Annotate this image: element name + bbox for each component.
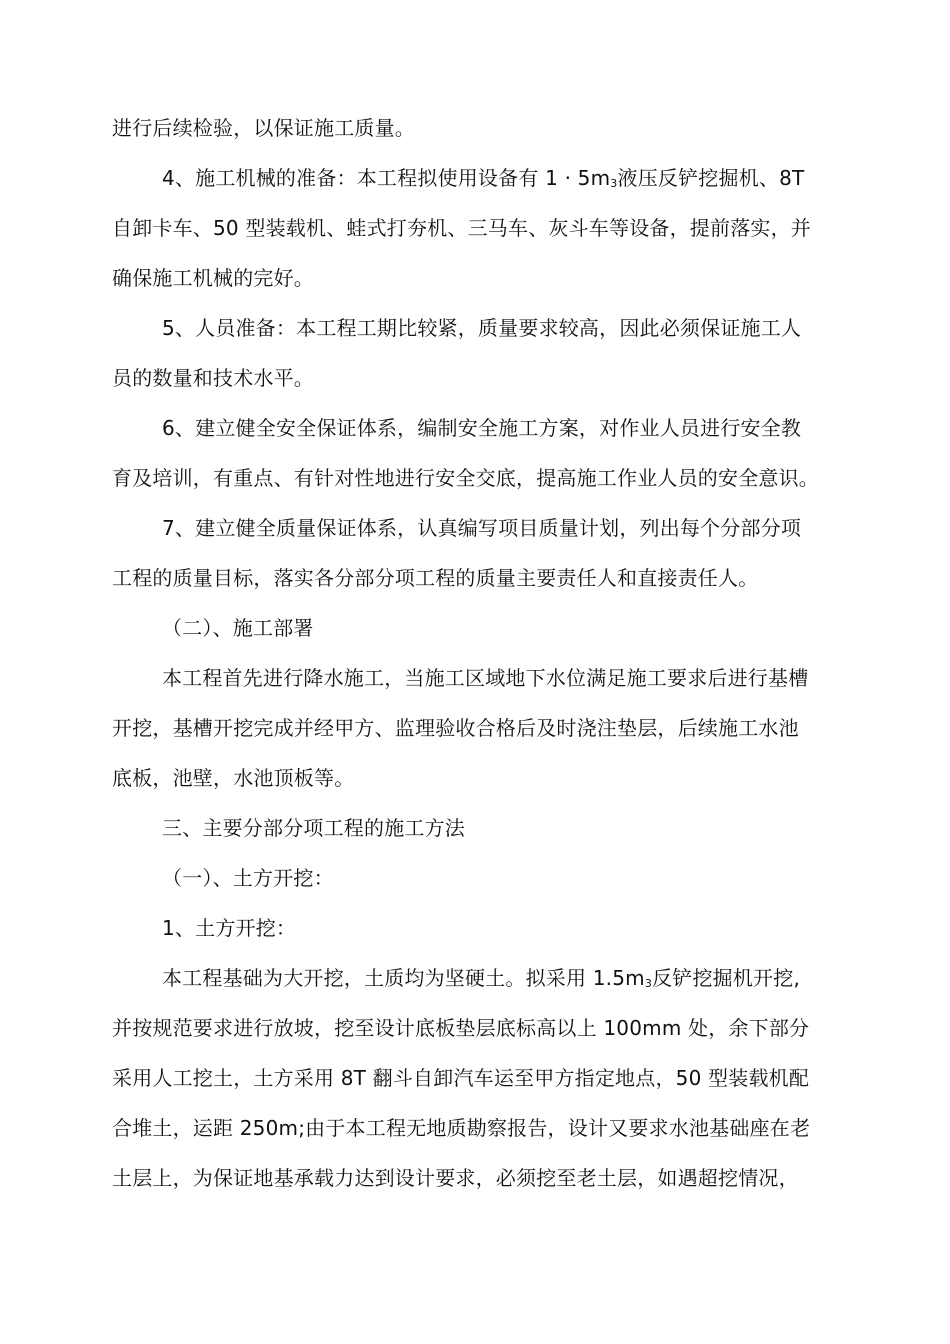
text-line-9: 7、建立健全质量保证体系，认真编写项目质量计划，列出每个分部分项 — [162, 516, 802, 540]
text-line-1: 进行后续检验，以保证施工质量。 — [112, 116, 415, 140]
text-line-3: 自卸卡车、50 型装载机、蛙式打夯机、三马车、灰斗车等设备，提前落实，并 — [112, 216, 812, 240]
text-line-2-subscript: 3 — [610, 177, 618, 190]
text-line-7: 6、建立健全安全保证体系，编制安全施工方案，对作业人员进行安全教 — [162, 416, 802, 440]
section-heading-methods: 三、主要分部分项工程的施工方法 — [162, 816, 465, 840]
text-line-20: 采用人工挖土，土方采用 8T 翻斗自卸汽车运至甲方指定地点，50 型装载机配 — [112, 1066, 810, 1090]
text-line-21: 合堆土，运距 250m;由于本工程无地质勘察报告，设计又要求水池基础座在老 — [112, 1116, 811, 1140]
text-line-2 — [162, 164, 850, 192]
text-line-4: 确保施工机械的完好。 — [112, 266, 314, 290]
text-line-14: 底板，池壁，水池顶板等。 — [112, 766, 355, 790]
text-line-18 — [162, 964, 850, 992]
text-line-2-main: 4、施工机械的准备：本工程拟使用设备有 1 · 5m — [162, 166, 611, 190]
text-line-19: 并按规范要求进行放坡，挖至设计底板垫层底标高以上 100mm 处，余下部分 — [112, 1016, 810, 1040]
text-line-6: 员的数量和技术水平。 — [112, 366, 314, 390]
text-line-18-subscript: 3 — [644, 977, 653, 990]
subheading-earthwork: 1、土方开挖： — [162, 916, 297, 940]
text-line-2-tail: 液压反铲挖掘机、8T — [617, 166, 805, 190]
text-line-8: 育及培训，有重点、有针对性地进行安全交底，提高施工作业人员的安全意识。 — [112, 466, 819, 490]
text-line-18-tail: 反铲挖掘机开挖, — [652, 966, 801, 990]
text-line-22: 土层上，为保证地基承载力达到设计要求，必须挖至老土层，如遇超挖情况， — [112, 1166, 799, 1190]
text-line-12: 本工程首先进行降水施工，当施工区域地下水位满足施工要求后进行基槽 — [162, 666, 809, 690]
text-line-5: 5、人员准备：本工程工期比较紧，质量要求较高，因此必须保证施工人 — [162, 316, 802, 340]
text-line-10: 工程的质量目标，落实各分部分项工程的质量主要责任人和直接责任人。 — [112, 566, 759, 590]
text-line-13: 开挖，基槽开挖完成并经甲方、监理验收合格后及时浇注垫层，后续施工水池 — [112, 716, 799, 740]
text-line-18-main: 本工程基础为大开挖，土质均为坚硬土。拟采用 1.5m — [162, 966, 645, 990]
section-heading-deployment: （二）、施工部署 — [162, 616, 314, 640]
section-heading-earthwork: （一）、土方开挖： — [162, 866, 334, 890]
